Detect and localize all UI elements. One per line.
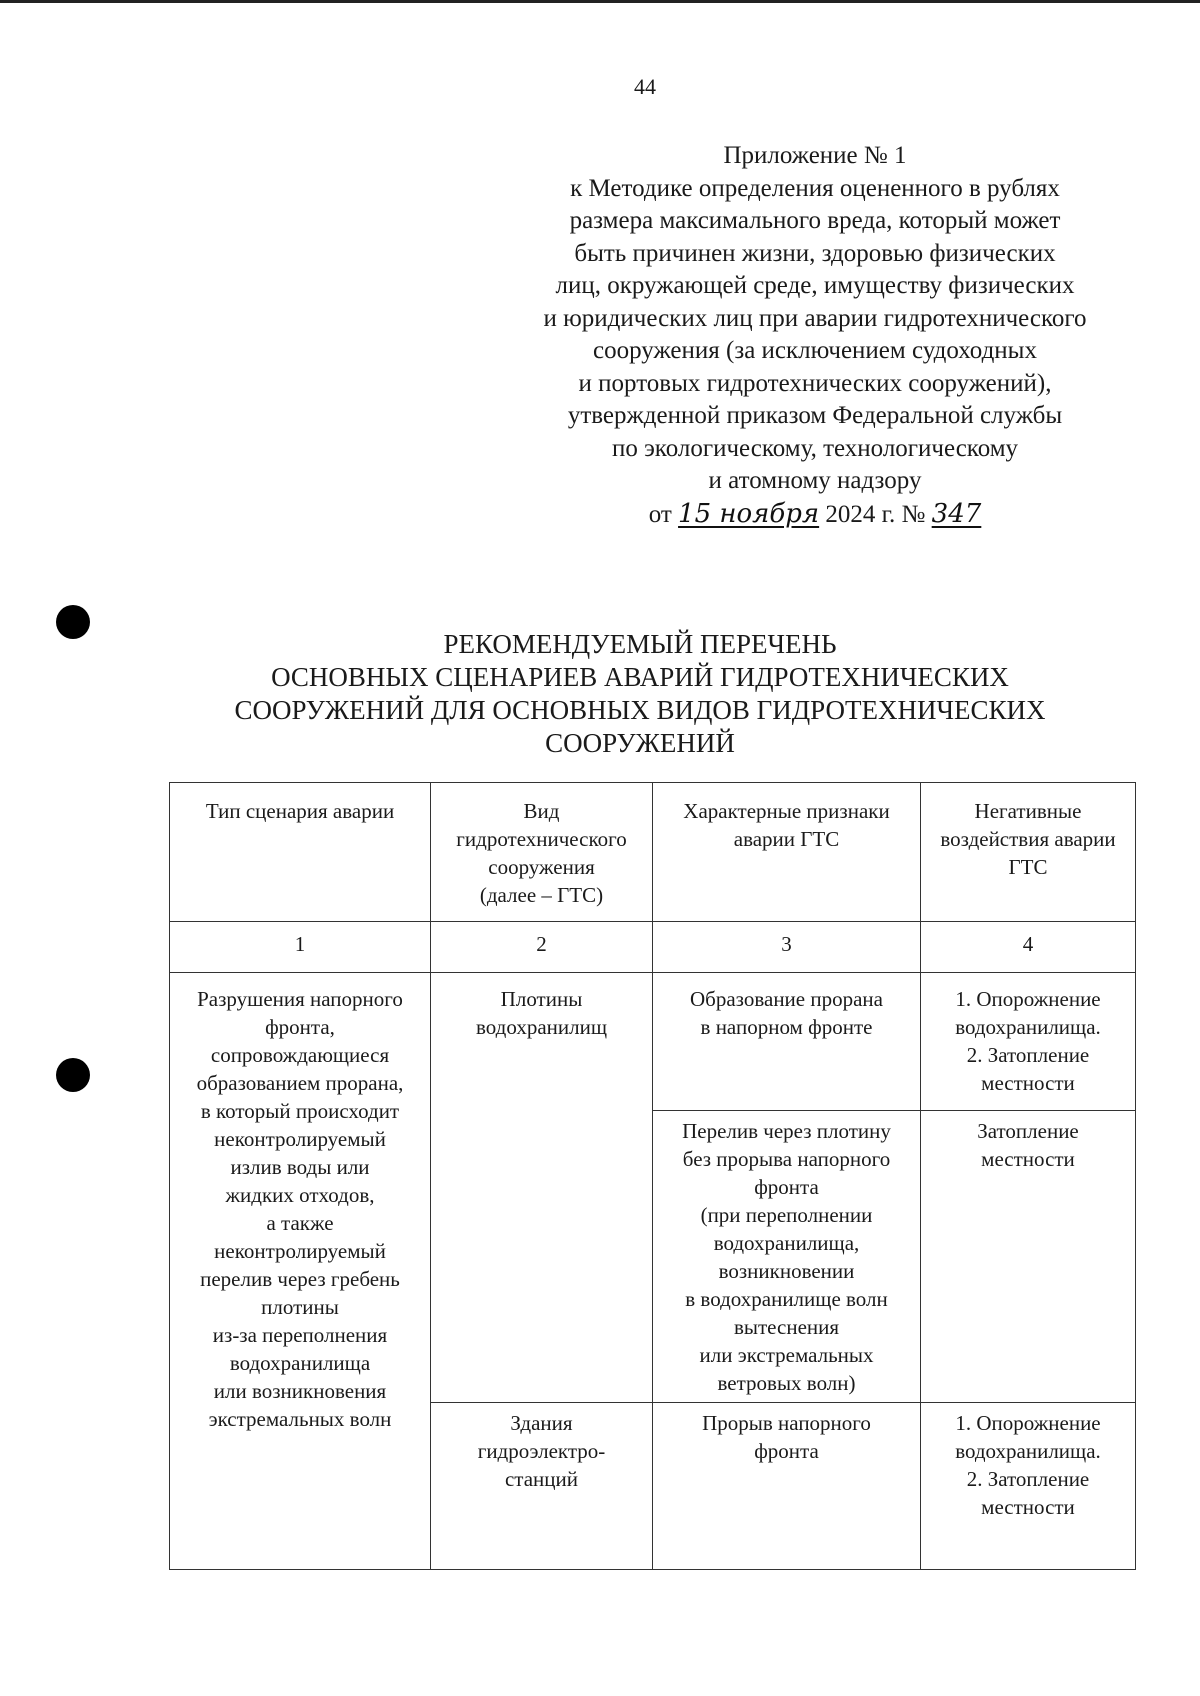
appendix-line: по экологическому, технологическому [611,434,1019,462]
column-number: 4 [921,922,1136,973]
table-header-row [170,783,1136,922]
appendix-header [510,140,1120,531]
handwritten-order-number: 347 [931,498,982,529]
column-number: 1 [170,922,431,973]
title-line: ОСНОВНЫХ СЦЕНАРИЕВ АВАРИЙ ГИДРОТЕХНИЧЕСКИХ [271,662,1009,692]
handwritten-date: 15 ноября [678,498,820,529]
appendix-line: и портовых гидротехнических сооружений), [578,369,1052,397]
appendix-line: лиц, окружающей среде, имуществу физических [555,272,1075,299]
scenarios-table [169,782,1136,1570]
punch-hole [56,605,90,639]
appendix-line: Приложение № 1 [723,142,907,169]
header-cell-structure-type: Вид гидротехнического сооружения (далее – ГТС) [431,783,653,922]
signs-cell: Перелив через плотину без прорыва напорного фронта (при переполнении водохранилища, возникновении в водохранилище волн вытеснения или экстремальных ветровых волн) [653,1111,921,1403]
title-line: СООРУЖЕНИЙ [545,728,735,758]
document-title [170,628,1110,760]
impacts-cell: 1. Опорожнение водохранилища. 2. Затопление местности [921,973,1136,1111]
table-row [170,973,1136,1111]
page-top-border [0,0,1200,3]
appendix-line: сооружения (за исключением судоходных [593,337,1037,364]
order-date-line [510,498,1120,532]
signs-cell: Прорыв напорного фронта [653,1403,921,1570]
column-number-row [170,922,1136,973]
title-line: СООРУЖЕНИЙ ДЛЯ ОСНОВНЫХ ВИДОВ ГИДРОТЕХНИЧЕСКИХ [234,695,1046,725]
appendix-line: быть причинен жизни, здоровью физических [574,239,1056,267]
header-cell-scenario-type: Тип сценария аварии [170,783,431,922]
appendix-line: размера максимального вреда, который может [569,207,1061,234]
order-year: 2024 г. № [825,500,926,528]
date-prefix: от [648,500,672,528]
structure-type-cell: Здания гидроэлектро- станций [431,1403,653,1570]
impacts-cell: 1. Опорожнение водохранилища. 2. Затопление местности [921,1403,1136,1570]
header-cell-signs: Характерные признаки аварии ГТС [653,783,921,922]
impacts-cell: Затопление местности [921,1111,1136,1403]
appendix-line: к Методике определения оцененного в рублях [570,174,1060,202]
appendix-line: и юридических лиц при аварии гидротехнического [543,304,1087,332]
punch-hole [56,1058,90,1092]
appendix-line: и атомному надзору [708,467,922,494]
header-cell-impacts: Негативные воздействия аварии ГТС [921,783,1136,922]
structure-type-cell: Плотины водохранилищ [431,973,653,1403]
page-number: 44 [634,74,656,99]
column-number: 2 [431,922,653,973]
column-number: 3 [653,922,921,973]
scenario-cell: Разрушения напорного фронта, сопровождающиеся образованием прорана, в который происходит неконтролируемый излив воды или жидких отходов, а также неконтролируемый перелив через гребень плотины из-за переполнения водохранилища или возникновения экстремальных волн [170,973,431,1570]
signs-cell: Образование прорана в напорном фронте [653,973,921,1111]
title-line: РЕКОМЕНДУЕМЫЙ ПЕРЕЧЕНЬ [443,629,837,659]
appendix-line: утвержденной приказом Федеральной службы [567,402,1063,429]
